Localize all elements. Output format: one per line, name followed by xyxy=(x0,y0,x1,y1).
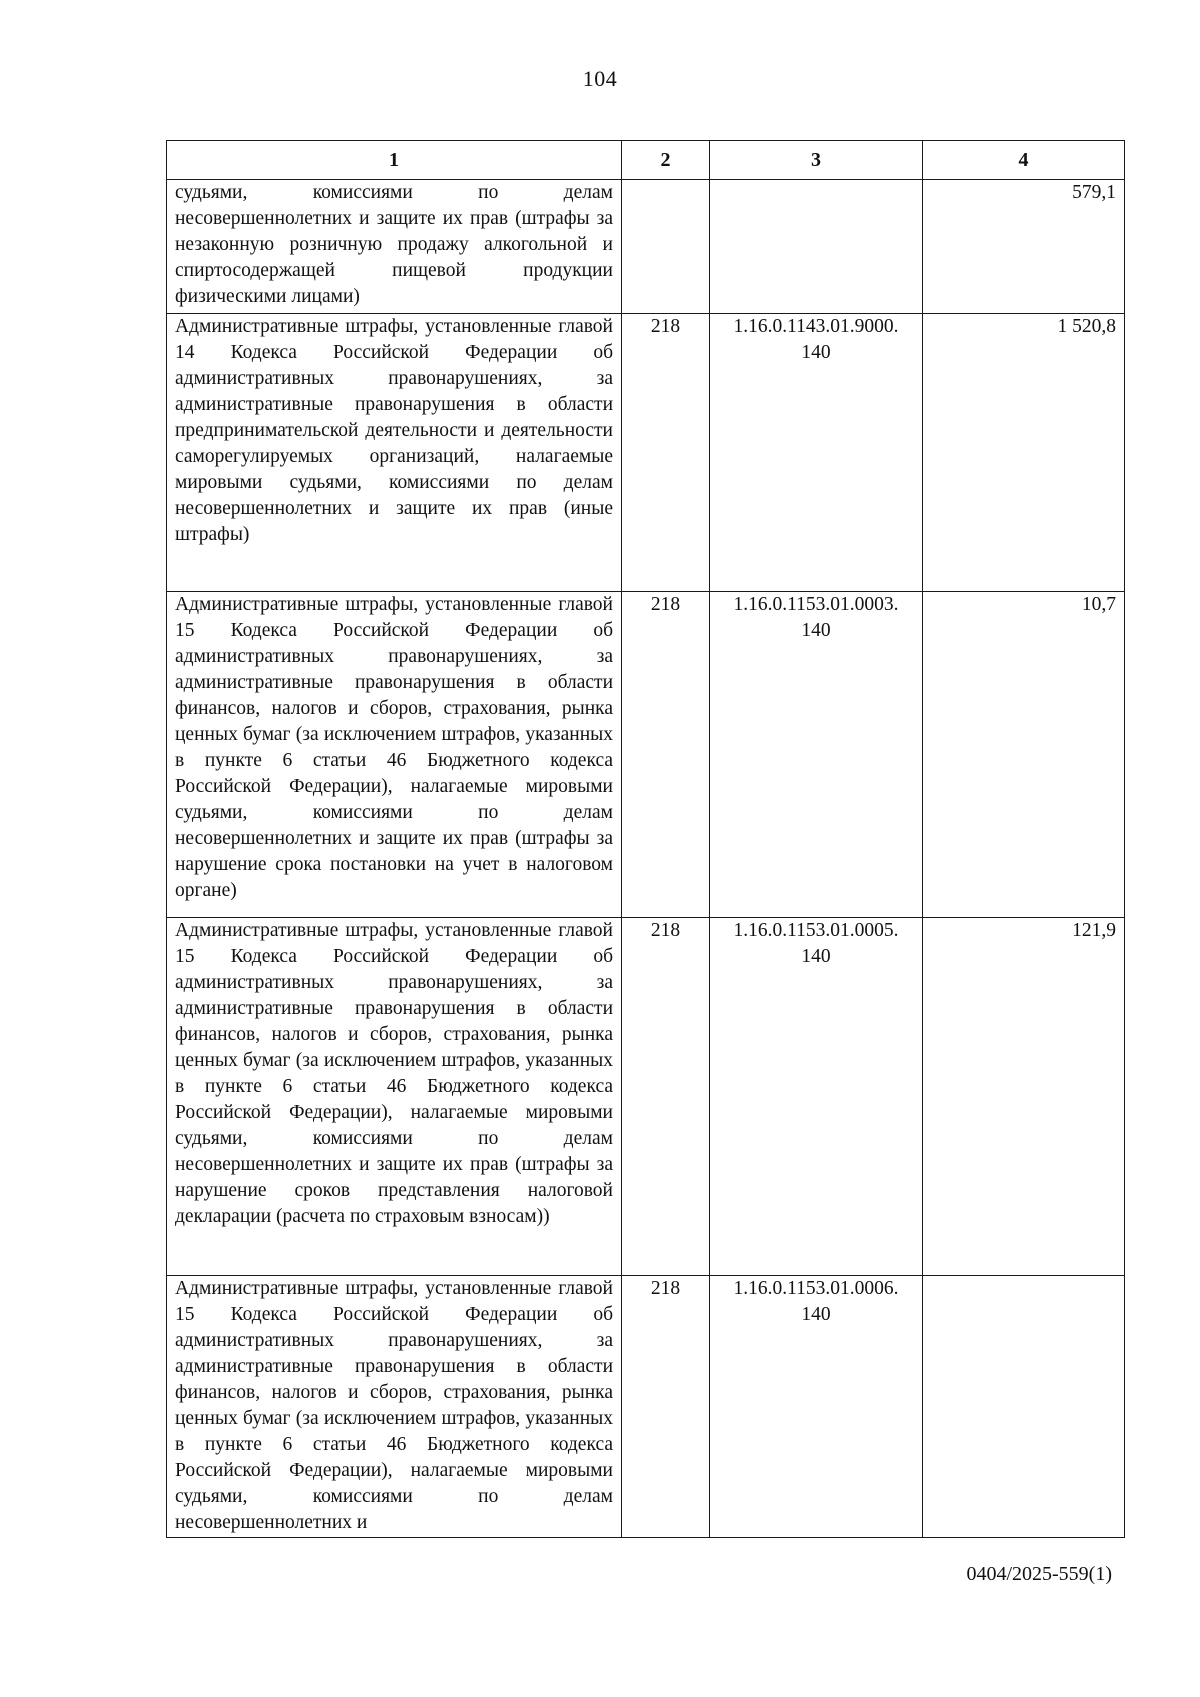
table-header-row xyxy=(167,141,1125,180)
table-row xyxy=(167,1276,1125,1538)
row-amount xyxy=(923,1276,1125,1538)
row-kbk-code: 1.16.0.1143.01.9000. 140 xyxy=(710,314,923,592)
row-admin-code: 218 xyxy=(622,1276,710,1538)
table-row xyxy=(167,918,1125,1276)
page-number: 104 xyxy=(582,66,618,91)
row-admin-code: 218 xyxy=(622,314,710,592)
row-amount: 1 520,8 xyxy=(923,314,1125,592)
row-description: Административные штрафы, установленные главой 15 Кодекса Российской Федерации об административных правонарушениях, за административные правонарушения в области финансов, налогов и сборов, страхования, рынка ценных бумаг (за исключением штрафов, указанных в пункте 6 статьи 46 Бюджетного кодекса Российской Федерации), налагаемые мировыми судьями, комиссиями по делам несовершеннолетних и защите их прав (штрафы за нарушение срока постановки на учет в налоговом органе) xyxy=(167,592,622,918)
table-row xyxy=(167,180,1125,314)
row-description: Административные штрафы, установленные главой 15 Кодекса Российской Федерации об административных правонарушениях, за административные правонарушения в области финансов, налогов и сборов, страхования, рынка ценных бумаг (за исключением штрафов, указанных в пункте 6 статьи 46 Бюджетного кодекса Российской Федерации), налагаемые мировыми судьями, комиссиями по делам несовершеннолетних и xyxy=(167,1276,622,1538)
header-col-4: 4 xyxy=(923,141,1125,180)
table-row xyxy=(167,592,1125,918)
row-kbk-code: 1.16.0.1153.01.0005. 140 xyxy=(710,918,923,1276)
row-admin-code: 218 xyxy=(622,592,710,918)
document-footer-code: 0404/2025-559(1) xyxy=(966,1563,1112,1585)
row-admin-code xyxy=(622,180,710,314)
header-col-2: 2 xyxy=(622,141,710,180)
row-kbk-code: 1.16.0.1153.01.0003. 140 xyxy=(710,592,923,918)
fines-table xyxy=(166,140,1125,1538)
row-kbk-code: 1.16.0.1153.01.0006. 140 xyxy=(710,1276,923,1538)
row-description: Административные штрафы, установленные главой 14 Кодекса Российской Федерации об административных правонарушениях, за административные правонарушения в области предпринимательской деятельности и деятельности саморегулируемых организаций, налагаемые мировыми судьями, комиссиями по делам несовершеннолетних и защите их прав (иные штрафы) xyxy=(167,314,622,592)
row-amount: 579,1 xyxy=(923,180,1125,314)
table-row xyxy=(167,314,1125,592)
row-admin-code: 218 xyxy=(622,918,710,1276)
row-amount: 10,7 xyxy=(923,592,1125,918)
row-description: судьями, комиссиями по делам несовершеннолетних и защите их прав (штрафы за незаконную розничную продажу алкогольной и спиртосодержащей пищевой продукции физическими лицами) xyxy=(167,180,622,314)
header-col-3: 3 xyxy=(710,141,923,180)
row-amount: 121,9 xyxy=(923,918,1125,1276)
header-col-1: 1 xyxy=(167,141,622,180)
row-kbk-code xyxy=(710,180,923,314)
row-description: Административные штрафы, установленные главой 15 Кодекса Российской Федерации об административных правонарушениях, за административные правонарушения в области финансов, налогов и сборов, страхования, рынка ценных бумаг (за исключением штрафов, указанных в пункте 6 статьи 46 Бюджетного кодекса Российской Федерации), налагаемые мировыми судьями, комиссиями по делам несовершеннолетних и защите их прав (штрафы за нарушение сроков представления налоговой декларации (расчета по страховым взносам)) xyxy=(167,918,622,1276)
